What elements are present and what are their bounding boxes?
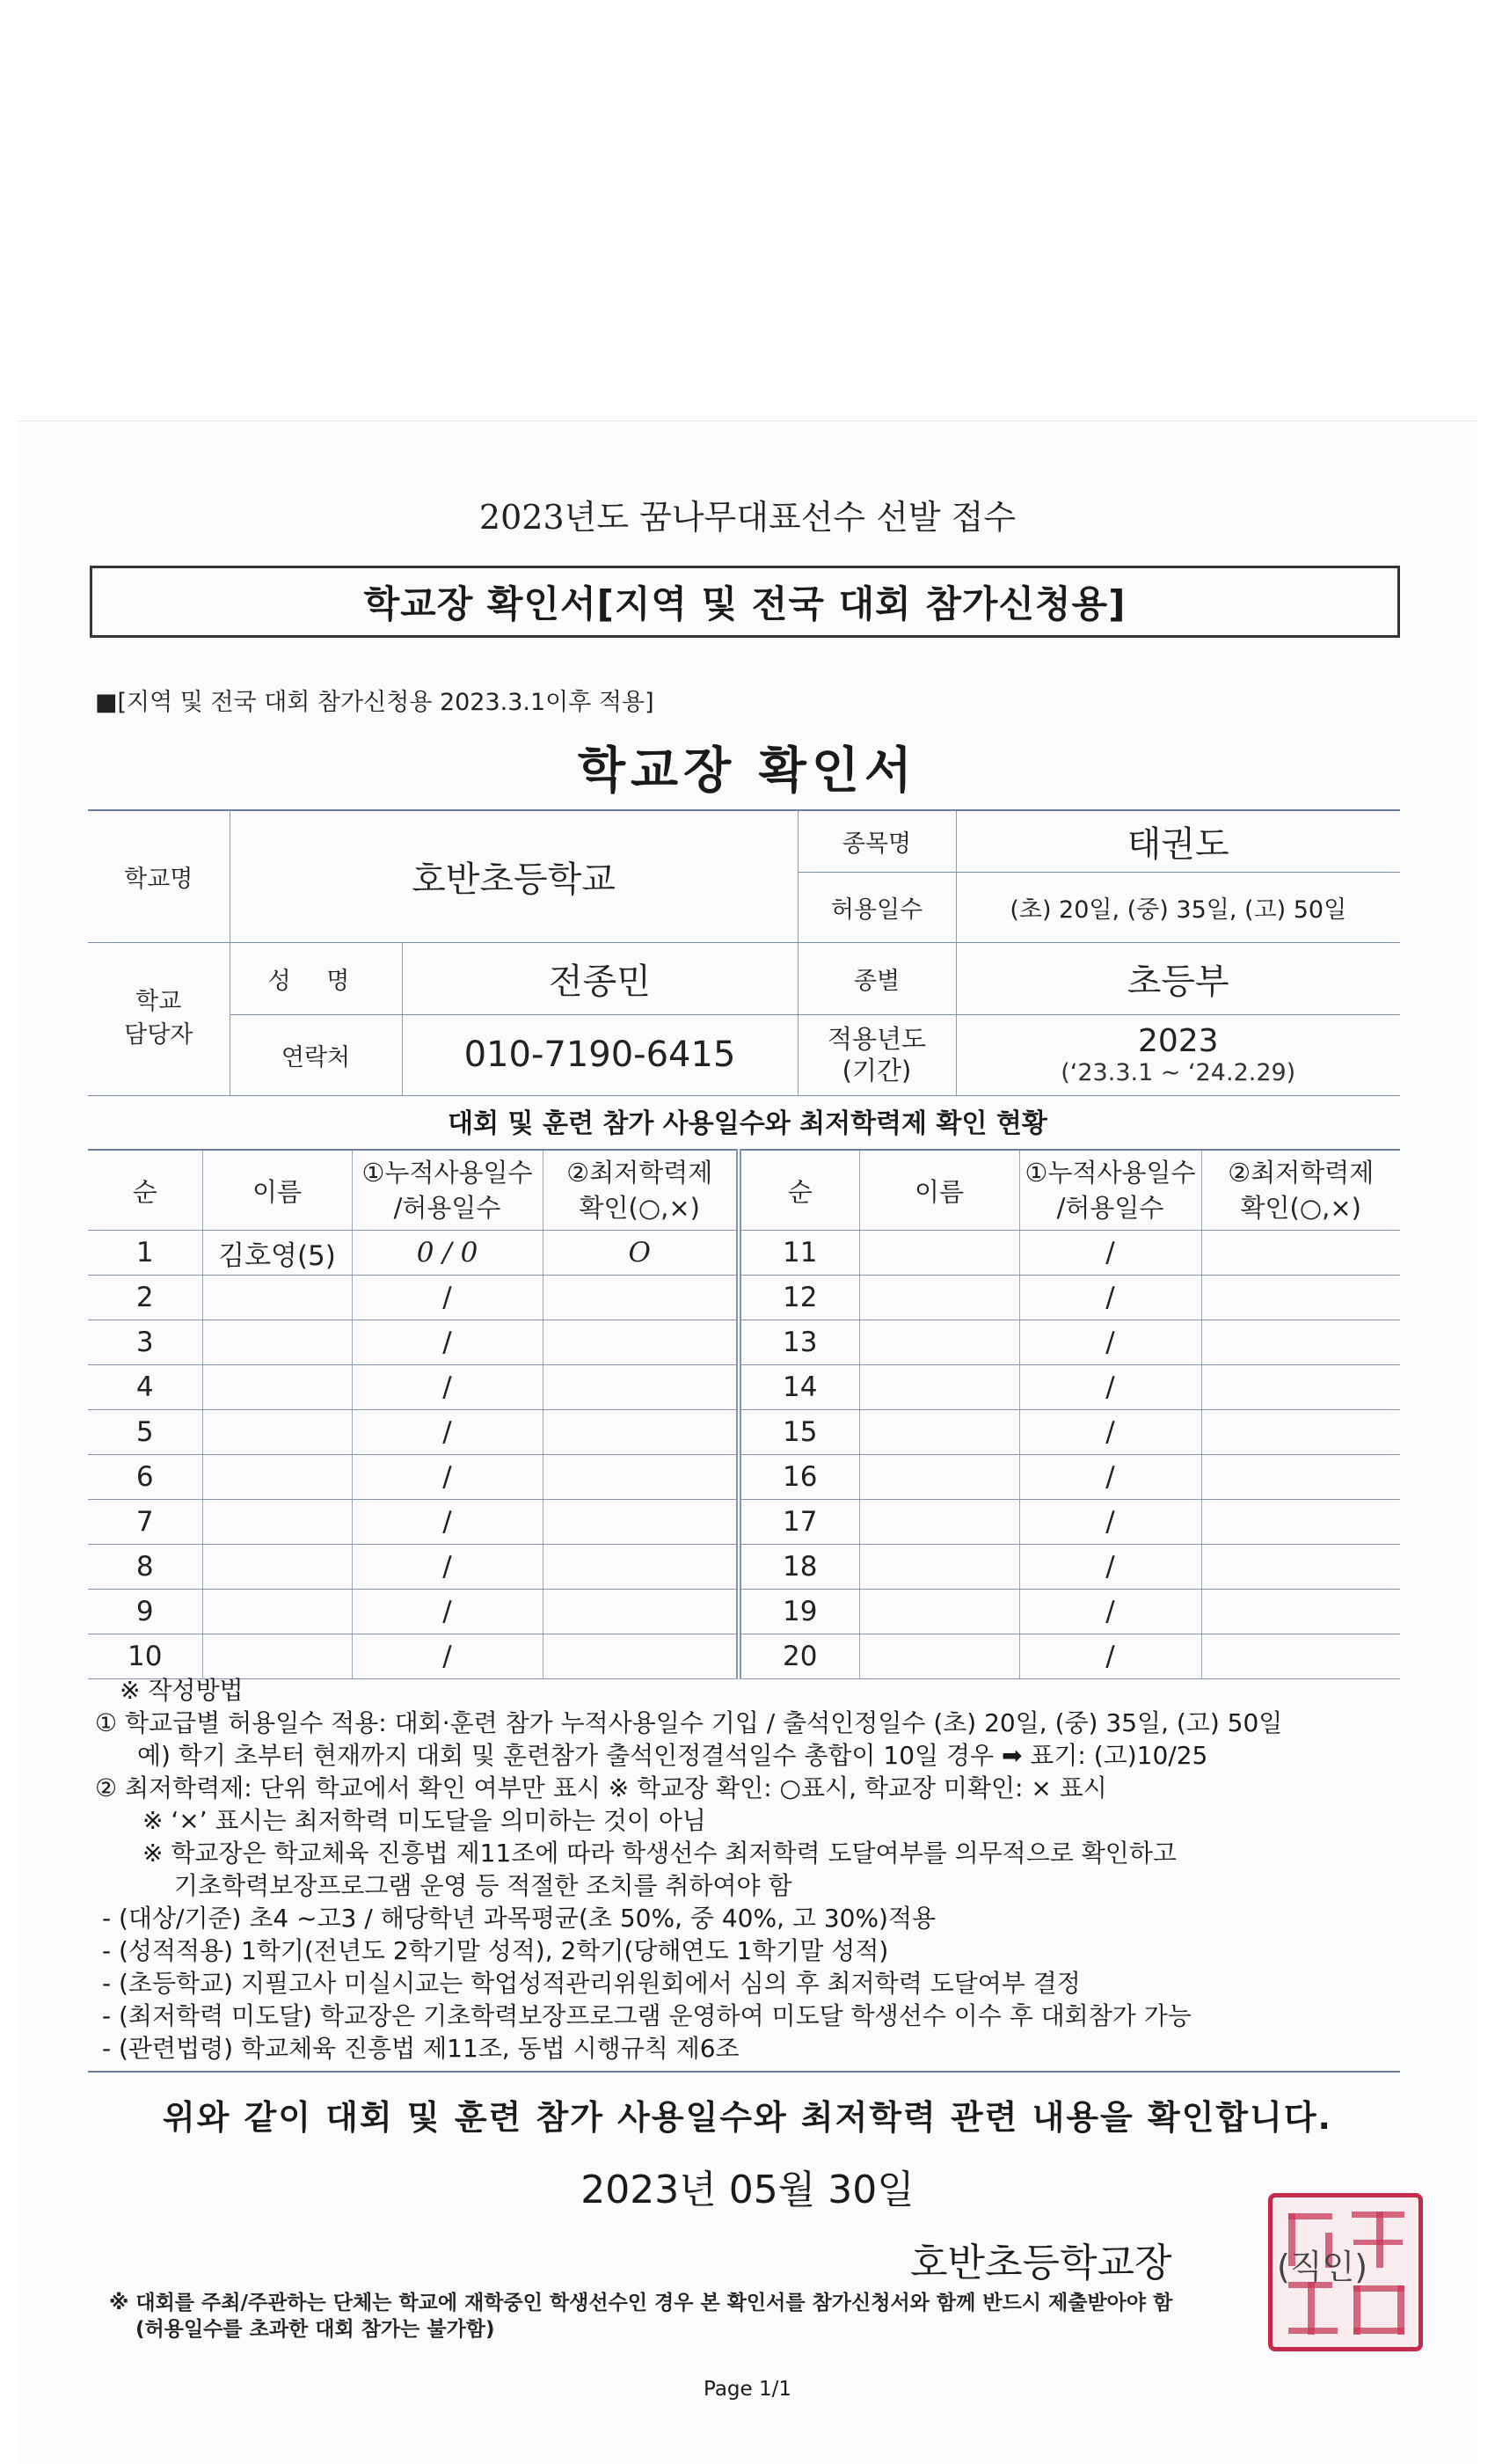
used-days: / <box>1019 1365 1201 1410</box>
instruction-line: ※ ‘×’ 표시는 최저학력 미도달을 의미하는 것이 아님 <box>142 1806 706 1835</box>
row-number: 9 <box>88 1590 202 1634</box>
used-days: / <box>1019 1590 1201 1634</box>
allowed-days-value: (초) 20일, (중) 35일, (고) 50일 <box>956 872 1400 942</box>
row-number: 6 <box>88 1455 202 1500</box>
academic-check <box>543 1365 739 1410</box>
instruction-line: - (관련법령) 학교체육 진흥법 제11조, 동법 시행규칙 제6조 <box>102 2034 740 2063</box>
sport-label: 종목명 <box>798 810 956 872</box>
contact-label: 연락처 <box>230 1014 402 1095</box>
used-days: / <box>1019 1500 1201 1545</box>
student-name <box>202 1365 352 1410</box>
header-name: 이름 <box>859 1150 1019 1231</box>
year-cell <box>956 1014 1400 1095</box>
academic-check <box>1201 1590 1400 1634</box>
student-name <box>859 1276 1019 1320</box>
student-name: 김호영(5) <box>202 1231 352 1276</box>
student-name <box>859 1320 1019 1365</box>
row-number: 1 <box>88 1231 202 1276</box>
table-row <box>88 1320 1400 1365</box>
student-name <box>202 1545 352 1590</box>
footer-note <box>109 2290 1375 2343</box>
student-name <box>859 1590 1019 1634</box>
principal-name: 호반초등학교장 <box>910 2241 1172 2285</box>
instruction-line: - (최저학력 미도달) 학교장은 기초학력보장프로그램 운영하여 미도달 학생선수 이수 후 대회참가 가능 <box>102 2001 1192 2030</box>
year-label: 적용년도 (기간) <box>798 1014 956 1095</box>
student-name <box>859 1500 1019 1545</box>
academic-check <box>1201 1455 1400 1500</box>
form-title: 2023년도 꿈나무대표선수 선발 접수 <box>478 498 1017 537</box>
table-row <box>88 1500 1400 1545</box>
seal-label: (직인) <box>1277 2248 1368 2286</box>
table-row <box>88 1545 1400 1590</box>
allowed-days-label: 허용일수 <box>798 872 956 942</box>
instruction-line: 예) 학기 초부터 현재까지 대회 및 훈련참가 출석인정결석일수 총합이 10일 경우 ➡ 표기: (고)10/25 <box>137 1741 1208 1770</box>
contact-value: 010-7190-6415 <box>402 1014 798 1095</box>
table-row <box>88 1634 1400 1679</box>
used-days: / <box>1019 1545 1201 1590</box>
student-name <box>202 1590 352 1634</box>
division-value: 초등부 <box>956 942 1400 1014</box>
row-number: 13 <box>739 1320 859 1365</box>
row-number: 11 <box>739 1231 859 1276</box>
row-number: 18 <box>739 1545 859 1590</box>
header-check: ②최저학력제 확인(○,×) <box>1201 1150 1400 1231</box>
academic-check <box>543 1276 739 1320</box>
usage-status-table <box>88 1149 1400 1679</box>
academic-check <box>543 1320 739 1365</box>
used-days: / <box>1019 1320 1201 1365</box>
student-name <box>859 1634 1019 1679</box>
row-number: 12 <box>739 1276 859 1320</box>
row-number: 7 <box>88 1500 202 1545</box>
signature-date: 2023년 05월 30일 <box>580 2168 915 2212</box>
academic-check <box>1201 1365 1400 1410</box>
used-days: / <box>352 1276 543 1320</box>
status-section-title: 대회 및 훈련 참가 사용일수와 최저학력제 확인 현황 <box>448 1108 1047 1139</box>
table-row <box>88 1231 1400 1276</box>
student-name <box>202 1500 352 1545</box>
student-name <box>859 1365 1019 1410</box>
header-days: ①누적사용일수 /허용일수 <box>1019 1150 1201 1231</box>
used-days: / <box>352 1320 543 1365</box>
used-days: / <box>352 1500 543 1545</box>
instruction-line: ① 학교급별 허용일수 적용: 대회·훈련 참가 누적사용일수 기입 / 출석인정일수 (초) 20일, (중) 35일, (고) 50일 <box>95 1708 1283 1737</box>
document-title-box <box>90 566 1400 638</box>
academic-check <box>543 1590 739 1634</box>
instruction-line: ② 최저학력제: 단위 학교에서 확인 여부만 표시 ※ 학교장 확인: ○표시, 학교장 미확인: × 표시 <box>95 1773 1107 1802</box>
student-name <box>202 1320 352 1365</box>
table-row <box>88 1455 1400 1500</box>
used-days: / <box>1019 1410 1201 1455</box>
writing-instructions <box>95 1674 1414 2065</box>
student-name <box>859 1231 1019 1276</box>
table-row <box>88 1276 1400 1320</box>
row-number: 8 <box>88 1545 202 1590</box>
academic-check <box>1201 1545 1400 1590</box>
main-title: 학교장 확인서 <box>577 742 918 800</box>
academic-check <box>1201 1320 1400 1365</box>
academic-check <box>543 1500 739 1545</box>
academic-check <box>543 1634 739 1679</box>
header-name: 이름 <box>202 1150 352 1231</box>
manager-name-value: 전종민 <box>402 942 798 1014</box>
academic-check: O <box>543 1231 739 1276</box>
document-title: 학교장 확인서[지역 및 전국 대회 참가신청용] <box>363 582 1127 625</box>
header-days: ①누적사용일수 /허용일수 <box>352 1150 543 1231</box>
academic-check <box>1201 1276 1400 1320</box>
row-number: 4 <box>88 1365 202 1410</box>
student-name <box>202 1410 352 1455</box>
student-name <box>202 1276 352 1320</box>
instruction-line: 기초학력보장프로그램 운영 등 적절한 조치를 취하여야 함 <box>174 1871 792 1900</box>
academic-check <box>543 1545 739 1590</box>
name-label: 성 명 <box>230 942 402 1014</box>
used-days: / <box>1019 1634 1201 1679</box>
row-number: 10 <box>88 1634 202 1679</box>
header-check: ②최저학력제 확인(○,×) <box>543 1150 739 1231</box>
row-number: 20 <box>739 1634 859 1679</box>
used-days: / <box>352 1410 543 1455</box>
table-row <box>88 1365 1400 1410</box>
division-label: 종별 <box>798 942 956 1014</box>
sport-value: 태권도 <box>956 810 1400 872</box>
row-number: 5 <box>88 1410 202 1455</box>
academic-check <box>543 1455 739 1500</box>
academic-check <box>1201 1231 1400 1276</box>
academic-check <box>1201 1500 1400 1545</box>
instructions-title: ※ 작성방법 <box>120 1676 244 1705</box>
academic-check <box>543 1410 739 1455</box>
used-days: / <box>352 1634 543 1679</box>
school-name-label: 학교명 <box>88 810 230 942</box>
student-name <box>202 1634 352 1679</box>
used-days: 0 / 0 <box>352 1231 543 1276</box>
page-number: Page 1/1 <box>703 2378 791 2401</box>
confirmation-statement: 위와 같이 대회 및 훈련 참가 사용일수와 최저학력 관련 내용을 확인합니다. <box>163 2098 1332 2137</box>
student-name <box>859 1410 1019 1455</box>
used-days: / <box>1019 1231 1201 1276</box>
application-note: ■[지역 및 전국 대회 참가신청용 2023.3.1이후 적용] <box>95 689 654 716</box>
row-number: 15 <box>739 1410 859 1455</box>
used-days: / <box>352 1590 543 1634</box>
row-number: 19 <box>739 1590 859 1634</box>
school-info-table <box>88 809 1400 1096</box>
instruction-line: - (대상/기준) 초4 ~고3 / 해당학년 과목평균(초 50%, 중 40%, 고 30%)적용 <box>102 1904 937 1933</box>
table-row <box>88 1410 1400 1455</box>
used-days: / <box>1019 1276 1201 1320</box>
row-number: 3 <box>88 1320 202 1365</box>
footer-note-line: ※ 대회를 주최/주관하는 단체는 학교에 재학중인 학생선수인 경우 본 확인서를 참가신청서와 함께 반드시 제출받아야 함 <box>109 2292 1173 2314</box>
row-number: 17 <box>739 1500 859 1545</box>
header-no: 순 <box>88 1150 202 1231</box>
student-name <box>202 1455 352 1500</box>
usage-table-body <box>88 1231 1400 1679</box>
used-days: / <box>352 1455 543 1500</box>
instruction-line: ※ 학교장은 학교체육 진흥법 제11조에 따라 학생선수 최저학력 도달여부를 의무적으로 확인하고 <box>142 1839 1177 1868</box>
school-name-value: 호반초등학교 <box>230 810 798 942</box>
instruction-line: - (성적적용) 1학기(전년도 2학기말 성적), 2학기(당해연도 1학기말 성적) <box>102 1936 889 1965</box>
instruction-line: - (초등학교) 지필고사 미실시교는 학업성적관리위원회에서 심의 후 최저학력 도달여부 결정 <box>102 1969 1081 1998</box>
row-number: 14 <box>739 1365 859 1410</box>
used-days: / <box>352 1365 543 1410</box>
row-number: 16 <box>739 1455 859 1500</box>
manager-label: 학교 담당자 <box>88 942 230 1095</box>
academic-check <box>1201 1410 1400 1455</box>
year-value: 2023 <box>1137 1023 1219 1059</box>
used-days: / <box>1019 1455 1201 1500</box>
year-period: (‘23.3.1 ~ ‘24.2.29) <box>1061 1059 1296 1086</box>
academic-check <box>1201 1634 1400 1679</box>
student-name <box>859 1455 1019 1500</box>
footer-note-line: (허용일수를 초과한 대회 참가는 불가함) <box>135 2318 495 2341</box>
student-name <box>859 1545 1019 1590</box>
table-row <box>88 1590 1400 1634</box>
row-number: 2 <box>88 1276 202 1320</box>
used-days: / <box>352 1545 543 1590</box>
instructions-divider <box>88 2071 1400 2073</box>
header-no: 순 <box>739 1150 859 1231</box>
